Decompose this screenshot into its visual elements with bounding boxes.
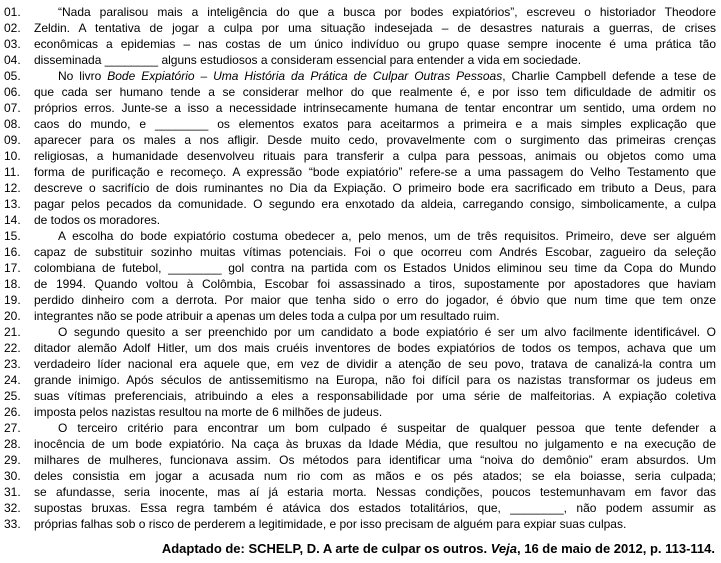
line-number: 28. xyxy=(4,437,21,451)
line-text: O segundo quesito a ser preenchido por um candidato a bode expiatório é ser um alvo facilmente identificável. O xyxy=(58,325,716,339)
line-number: 02. xyxy=(4,21,21,35)
line-number: 10. xyxy=(4,149,21,163)
line-text: grande inimigo. Após séculos de antissemitismo na Europa, não foi difícil para os nazistas transformar os judeus em xyxy=(34,373,716,387)
line-text: , Charlie Campbell defende a tese de xyxy=(502,69,716,83)
line-number: 01. xyxy=(4,5,21,19)
line-number: 15. xyxy=(4,229,21,243)
line-number: 23. xyxy=(4,357,21,371)
text-line xyxy=(4,516,716,532)
line-number: 14. xyxy=(4,213,21,227)
line-text: de 1994. Quando voltou à Colômbia, Escobar foi assassinado a tiros, supostamente por apostadores que haviam xyxy=(34,277,716,291)
line-text: imposta pelos nazistas resultou na morte de 6 milhões de judeus. xyxy=(34,405,383,419)
line-number: 21. xyxy=(4,325,21,339)
line-number: 29. xyxy=(4,453,21,467)
line-text: que cada ser humano tende a se considerar melhor do que realmente é, e por isso tem dificuldade de admitir os xyxy=(34,85,716,99)
fill-in-blank: ________ xyxy=(168,261,222,275)
line-text: próprios erros. Junte-se a isso a necessidade intrinsecamente humana de tentar encontrar um sentido, uma ordem no xyxy=(34,101,716,115)
text-line xyxy=(4,148,716,164)
text-lines xyxy=(4,4,716,532)
line-number: 13. xyxy=(4,197,21,211)
line-text: se afundasse, seria inocente, mas aí já estaria morta. Nessas condições, poucos testemunhavam em favor das xyxy=(34,485,716,499)
text-line xyxy=(4,388,716,404)
line-text: “Nada paralisou mais a inteligência do que a busca por bodes expiatórios”, escreveu o historiador Theodore xyxy=(58,5,716,19)
line-text: aparecer para os males a nos afligir. Desde muito cedo, provavelmente com o surgimento das primeiras crenças xyxy=(34,133,716,147)
text-line xyxy=(4,372,716,388)
text-line xyxy=(4,340,716,356)
line-text: alguns estudiosos a consideram essencial para entender a vida em sociedade. xyxy=(158,53,582,67)
text-line xyxy=(4,164,716,180)
text-line xyxy=(4,84,716,100)
citation-text: , 16 de maio de 2012, p. 113-114. xyxy=(516,541,715,556)
text-line xyxy=(4,36,716,52)
line-number: 32. xyxy=(4,501,21,515)
text-line xyxy=(4,500,716,516)
text-line xyxy=(4,20,716,36)
text-line xyxy=(4,484,716,500)
text-line xyxy=(4,196,716,212)
line-number: 31. xyxy=(4,485,21,499)
text-line xyxy=(4,228,716,244)
line-text: econômicas a epidemias – nas costas de um único indivíduo ou grupo quase sempre inocente é uma prática tão xyxy=(34,37,716,51)
citation-text: Veja xyxy=(490,541,517,556)
line-text: pagar pelos pecados da comunidade. O segundo era enxotado da aldeia, carregando consigo, simbolicamente, a culpa xyxy=(34,197,716,211)
line-number: 26. xyxy=(4,405,21,419)
text-line xyxy=(4,436,716,452)
line-text: disseminada xyxy=(34,53,105,67)
line-number: 05. xyxy=(4,69,21,83)
line-number: 11. xyxy=(4,165,20,179)
text-line xyxy=(4,308,716,324)
text-line xyxy=(4,420,716,436)
line-text: gol contra na partida com os Estados Unidos eliminou seu time da Copa do Mundo xyxy=(221,261,716,275)
line-number: 18. xyxy=(4,277,21,291)
line-number: 19. xyxy=(4,293,21,307)
text-line xyxy=(4,468,716,484)
line-number: 03. xyxy=(4,37,21,51)
line-number: 09. xyxy=(4,133,21,147)
line-text: colombiana de futebol, xyxy=(34,261,169,275)
text-line xyxy=(4,404,716,420)
line-text: religiosas, a humanidade desenvolveu rituais para transferir a culpa para pessoas, animais ou objetos como uma xyxy=(34,149,716,163)
text-line xyxy=(4,356,716,372)
text-line xyxy=(4,4,716,20)
line-text: supostas bruxas. Essa regra também é atávica dos estados totalitários, que, xyxy=(34,501,511,515)
line-text: descreve o sacrifício de dois ruminantes no Dia da Expiação. O primeiro bode era sacrificado em tributo a Deus, para xyxy=(34,181,716,195)
line-number: 04. xyxy=(4,53,21,67)
fill-in-blank: ________ xyxy=(510,501,564,515)
line-number: 24. xyxy=(4,373,21,387)
line-number: 30. xyxy=(4,469,21,483)
line-text: suas vítimas preferenciais, atribuindo a eles a responsabilidade por uma série de malfeitorias. A expiação coletiva xyxy=(34,389,716,403)
line-text: ditador alemão Adolf Hitler, um dos mais cruéis inventores de bodes expiatórios de todos os tempos, achava que um xyxy=(34,341,716,355)
line-text: Bode Expiatório – Uma História da Prática de Culpar Outras Pessoas xyxy=(107,69,503,83)
text-line xyxy=(4,52,716,68)
line-number: 16. xyxy=(4,245,21,259)
line-text: , não podem assumir as xyxy=(563,501,717,515)
line-text: integrantes não se pode atribuir a apenas um deles toda a culpa por um resultado ruim. xyxy=(34,309,500,323)
fill-in-blank: ________ xyxy=(104,53,159,67)
text-line xyxy=(4,132,716,148)
line-text: A escolha do bode expiatório costuma obedecer a, pelo menos, um de três requisitos. Primeiro, deve ser alguém xyxy=(58,229,716,243)
text-line xyxy=(4,452,716,468)
text-line xyxy=(4,68,716,84)
line-text: verdadeiro líder nacional era aquele que, em vez de dividir a atenção de seu povo, tratava de canalizá-la contra um xyxy=(34,357,716,371)
line-number: 33. xyxy=(4,517,21,531)
text-line xyxy=(4,100,716,116)
line-text: de todos os moradores. xyxy=(34,213,161,227)
text-line xyxy=(4,116,716,132)
line-text: inocência de um bode expiatório. Na caça às bruxas da Idade Média, que resultou no julgamento e na execução de xyxy=(34,437,716,451)
citation xyxy=(4,541,716,557)
line-text: Zeldin. A tentativa de jogar a culpa por uma situação indesejada – de desastres naturais a guerras, de crises xyxy=(34,21,716,35)
citation-text: Adaptado de: SCHELP, D. A arte de culpar os outros. xyxy=(161,541,491,556)
text-line xyxy=(4,324,716,340)
line-text: próprias falhas sob o risco de perderem a legitimidade, e por isso precisam de alguém para expiar suas culpas. xyxy=(34,517,627,531)
line-text: forma de purificação e recomeço. A expressão “bode expiatório” refere-se a uma passagem do Velho Testamento que xyxy=(34,165,716,179)
line-text: No livro xyxy=(58,69,108,83)
text-line xyxy=(4,180,716,196)
line-number: 22. xyxy=(4,341,21,355)
line-text: deles consistia em jogar a acusada num rio com as mãos e os pés atados; se ela boiasse, seria culpada; xyxy=(34,469,716,483)
fill-in-blank: ________ xyxy=(154,117,209,131)
line-number: 27. xyxy=(4,421,21,435)
line-number: 17. xyxy=(4,261,21,275)
line-text: capaz de substituir sozinho muitas vítimas potenciais. Foi o que ocorreu com Andrés Escobar, zagueiro da seleção xyxy=(34,245,716,259)
text-line xyxy=(4,276,716,292)
line-number: 25. xyxy=(4,389,21,403)
line-number: 07. xyxy=(4,101,21,115)
line-text: milhares de mulheres, funcionava assim. Os métodos para identificar uma “noiva do demônio” eram absurdos. Um xyxy=(34,453,716,467)
text-line xyxy=(4,244,716,260)
line-text: os elementos exatos para aceitarmos a primeira e a mais simples explicação que xyxy=(208,117,717,131)
line-number: 12. xyxy=(4,181,21,195)
text-line xyxy=(4,292,716,308)
line-text: perdido dinheiro com a derrota. Por maior que tenha sido o erro do jogador, é óbvio que num time que tem onze xyxy=(34,293,716,307)
text-line xyxy=(4,260,716,276)
line-text: caos do mundo, e xyxy=(34,117,155,131)
line-text: O terceiro critério para encontrar um bom culpado é suspeitar de qualquer pessoa que tente defender a xyxy=(58,421,716,435)
line-number: 08. xyxy=(4,117,21,131)
line-number: 06. xyxy=(4,85,21,99)
line-number: 20. xyxy=(4,309,21,323)
text-line xyxy=(4,212,716,228)
